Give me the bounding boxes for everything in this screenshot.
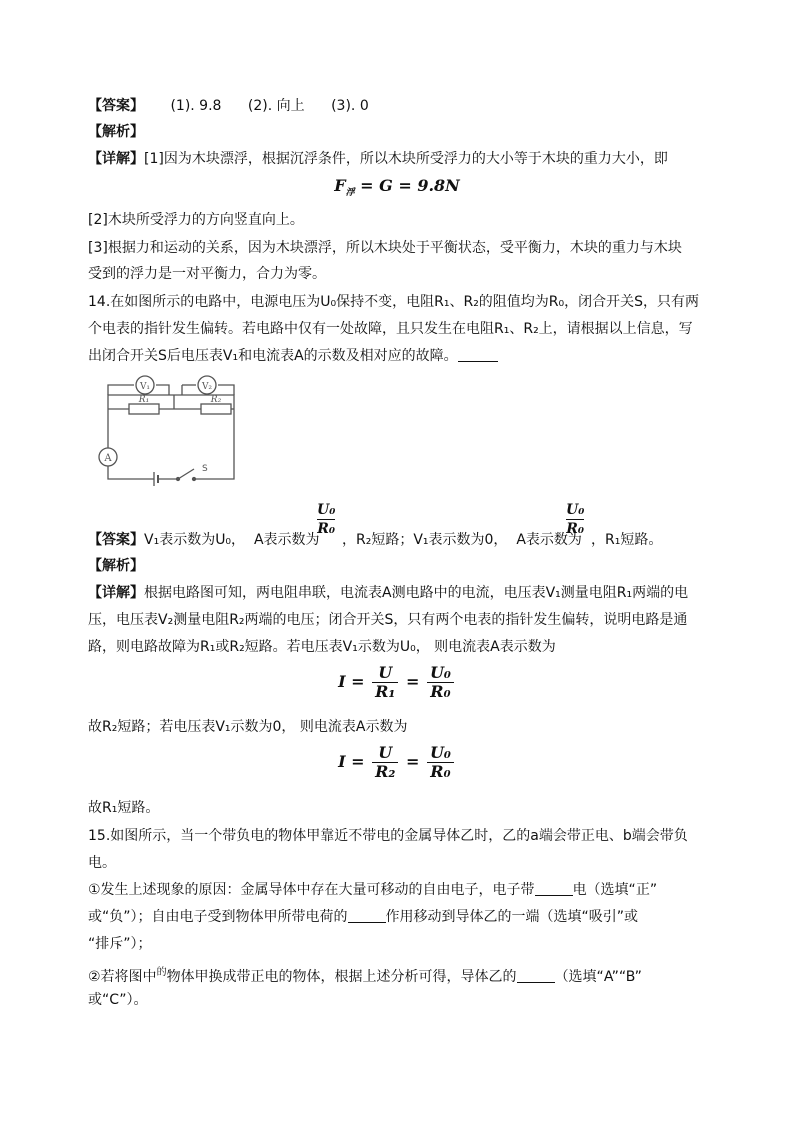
q13-answer-line (88, 96, 369, 116)
q14-analysis-label: 【解析】 (88, 558, 144, 574)
q15-line3b: 电（选填“正” (572, 882, 658, 898)
answer-1: (1). 9.8 (170, 98, 222, 114)
eq-num: U (372, 664, 398, 683)
switch-label: S (202, 464, 208, 474)
answer-blank (348, 908, 386, 923)
q15-line5: “排斥”）； (88, 936, 152, 952)
eq-frac-2 (427, 664, 454, 701)
q14-line3-text: 出闭合开关S后电压表V₁和电流表A的示数及相对应的故障。 (88, 348, 458, 364)
q15-line2: 电。 (88, 855, 116, 871)
q13-detail-line4: 受到的浮力是一对平衡力，合力为零。 (88, 266, 326, 282)
eq-num: U₀ (427, 664, 454, 683)
q14-equation-2: I = $\frac{U}{\text{R₂}}$ = $\frac{\text{U₀}}{\text{R₀}}$ (0, 744, 794, 781)
q14-detail-line5: 故R₁短路。 (88, 800, 160, 816)
detail-label: 【详解】 (88, 151, 144, 167)
answer-2: (2). 向上 (247, 98, 305, 114)
answer-3: (3). 0 (331, 98, 369, 114)
answer-part4: A表示数为 (516, 532, 582, 548)
q15-line6b: 物体甲换成带正电的物体，根据上述分析可得，导体乙的 (166, 969, 517, 985)
q15-line3 (88, 880, 657, 900)
v2-label: V₂ (201, 382, 213, 392)
ammeter-label: A (104, 453, 112, 464)
q15-line4a: 或“负”）；自由电子受到物体甲所带电荷的 (88, 909, 348, 925)
answer-label: 【答案】 (88, 532, 144, 548)
q14-equation-1: I = $\frac{U}{\text{R₁}}$ = $\frac{\text{U₀}}{\text{R₀}}$ (0, 664, 794, 701)
answer-part1: V₁表示数为U₀， (144, 532, 246, 548)
q13-equation (0, 176, 794, 198)
eq-frac-1 (372, 664, 398, 701)
eq-den: R₀ (430, 762, 451, 781)
frac-den: R₀ (566, 521, 585, 537)
eq-sub: 浮 (345, 188, 355, 199)
q15-line4b: 作用移动到导体乙的一端（选填“吸引”或 (385, 909, 639, 925)
q15-line6 (88, 963, 642, 987)
eq-frac-2 (427, 744, 454, 781)
r2-label: R₂ (210, 395, 222, 405)
q15-line3a: ①发生上述现象的原因：金属导体中存在大量可移动的自由电子，电子带 (88, 882, 535, 898)
circuit-diagram (94, 375, 244, 487)
q14-answer-a (88, 530, 320, 550)
eq-den: R₁ (375, 682, 396, 701)
v1-label: V₁ (139, 382, 151, 392)
frac-num: U₀ (317, 502, 336, 518)
q15-line6a: ②若将图中 (88, 969, 157, 985)
q15-line6sup: 的 (156, 967, 167, 978)
detail-text: 根据电路图可知，两电阻串联，电流表A测电路中的电流，电压表V₁测量电阻R₁两端的电 (144, 585, 689, 601)
q15-line4 (88, 907, 638, 927)
battery-icon (154, 472, 176, 486)
q14-answer-b (342, 530, 582, 550)
q15-line6c: （选填“A”“B” (554, 969, 642, 985)
eq-den: R₂ (375, 762, 396, 781)
q13-detail-line2: [2]木块所受浮力的方向竖直向上。 (88, 212, 304, 228)
answer-blank (535, 881, 573, 896)
answer-part2: A表示数为 (253, 532, 320, 548)
q14-line3 (88, 346, 498, 366)
eq-rhs: = G = 9.8N (354, 176, 460, 195)
q14-detail-line4: 故R₂短路；若电压表V₁示数为0， 则电流表A示数为 (88, 719, 408, 735)
frac-den: R₀ (317, 521, 336, 537)
frac-num: U₀ (566, 502, 585, 518)
r1-label: R₁ (138, 395, 150, 405)
q14-line1: 14.在如图所示的电路中，电源电压为U₀保持不变，电阻R₁、R₂的阻值均为R₀，闭合开关S，只有两 (88, 294, 700, 310)
q13-detail-line1 (88, 149, 668, 169)
q15-line7: 或“C”）。 (88, 992, 148, 1008)
switch-icon (177, 469, 196, 481)
q14-detail-line3: 路，则电路故障为R₁或R₂短路。若电压表V₁示数为U₀， 则电流表A表示数为 (88, 639, 556, 655)
q13-detail-line3: [3]根据力和运动的关系，因为木块漂浮，所以木块处于平衡状态，受平衡力，木块的重力与木块 (88, 240, 682, 256)
detail-text: [1]因为木块漂浮，根据沉浮条件，所以木块所受浮力的大小等于木块的重力大小，即 (144, 151, 668, 167)
eq-den: R₀ (430, 682, 451, 701)
q15-line1: 15.如图所示，当一个带负电的物体甲靠近不带电的金属导体乙时，乙的a端会带正电、b端会带负 (88, 828, 688, 844)
answer-blank (458, 347, 498, 362)
eq-i: I (338, 752, 346, 771)
q14-detail-line1 (88, 583, 688, 603)
eq-i: I (338, 672, 346, 691)
eq-num: U₀ (427, 744, 454, 763)
detail-label: 【详解】 (88, 585, 144, 601)
answer-part3: ，R₂短路；V₁表示数为0， (342, 532, 508, 548)
eq-frac-1 (372, 744, 398, 781)
eq-num: U (372, 744, 398, 763)
eq-f: F (334, 176, 346, 195)
q13-analysis-label: 【解析】 (88, 124, 144, 140)
answer-label: 【答案】 (88, 98, 144, 114)
q14-detail-line2: 压，电压表V₂测量电阻R₂两端的电压；闭合开关S，只有两个电表的指针发生偏转，说明电路是通 (88, 612, 688, 628)
q14-line2: 个电表的指针发生偏转。若电路中仅有一处故障，且只发生在电阻R₁、R₂上，请根据以上信息，写 (88, 321, 693, 337)
q14-answer-c: ，R₁短路。 (591, 532, 663, 548)
answer-blank (517, 968, 555, 983)
